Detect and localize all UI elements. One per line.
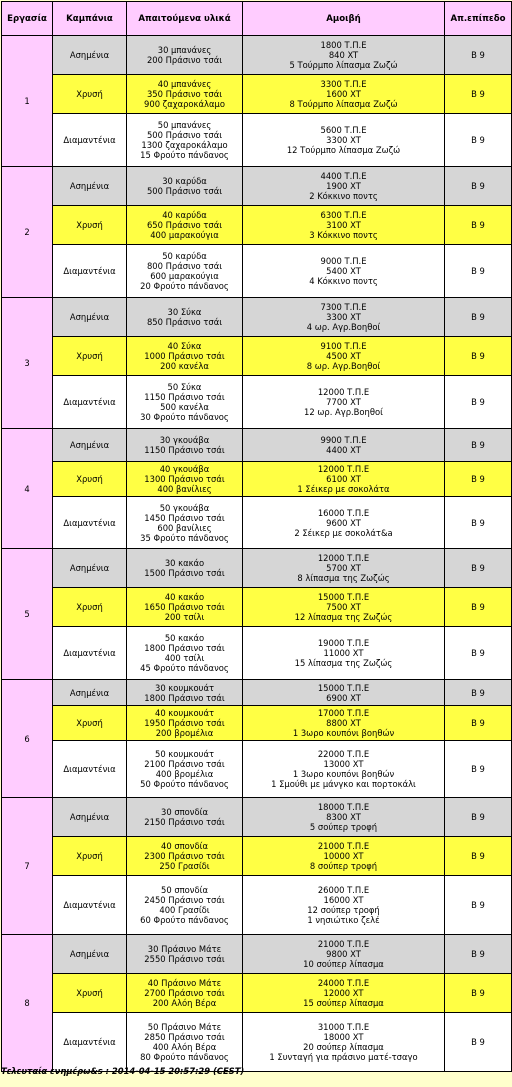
quest-row xyxy=(2,167,512,206)
material-line: 30 κουμκουάτ xyxy=(154,682,215,693)
reward-line: 9600 XT xyxy=(326,517,361,528)
campaign-tier: Ασημένια xyxy=(53,167,127,206)
reward-cell xyxy=(243,167,445,206)
required-level: B 9 xyxy=(445,429,512,462)
material-line: 30 γκουάβα xyxy=(159,435,210,445)
material-line: 2550 Πράσινο τσάι xyxy=(144,954,225,964)
material-line: 40 κουμκουάτ xyxy=(154,708,215,718)
quest-number: 3 xyxy=(2,298,53,429)
required-level: B 9 xyxy=(445,1013,512,1072)
material-line: 50 κακάο xyxy=(164,633,205,643)
material-line: 500 Πράσινο τσάι xyxy=(146,130,223,140)
material-line: 200 βρομέλια xyxy=(155,728,214,738)
materials-cell xyxy=(127,1013,243,1072)
reward-line: 4400 Τ.Π.Ε xyxy=(320,171,367,181)
reward-line: 12000 Τ.Π.Ε xyxy=(317,553,370,563)
material-line: 2850 Πράσινο τσάι xyxy=(144,1032,225,1042)
materials-cell xyxy=(127,245,243,298)
material-line: 15 Φρούτο πάνδανος xyxy=(140,150,229,160)
campaign-tier: Ασημένια xyxy=(53,429,127,462)
campaign-tier: Ασημένια xyxy=(53,36,127,75)
reward-line: 6900 XT xyxy=(326,692,361,703)
material-line: 50 μπανάνες xyxy=(157,120,212,130)
material-line: 30 σπονδία xyxy=(161,807,208,817)
material-line: 50 Πράσινο Μάτε xyxy=(147,1022,222,1032)
reward-line: 16000 Τ.Π.Ε xyxy=(317,507,370,518)
required-level: B 9 xyxy=(445,245,512,298)
quest-row xyxy=(2,798,512,837)
material-line: 40 μπανάνες xyxy=(157,79,212,89)
reward-line: 8 Τούρμπο λίπασμα Ζωζώ xyxy=(289,99,398,109)
reward-cell xyxy=(243,974,445,1013)
reward-line: 18000 XT xyxy=(323,1032,364,1042)
reward-cell xyxy=(243,75,445,114)
reward-line: 8 ωρ. Αγρ.Βοηθοί xyxy=(306,361,381,371)
reward-cell xyxy=(243,245,445,298)
material-line: 400 Αλόη Βέρα xyxy=(152,1042,217,1052)
reward-line: 1 3ωρο κουπόνι βοηθών xyxy=(292,769,395,779)
materials-cell xyxy=(127,798,243,837)
reward-line: 1 νησιώτικο ζελέ xyxy=(307,915,380,925)
materials-cell xyxy=(127,36,243,75)
reward-line: 4 Κόκκινο ποντς xyxy=(309,276,378,286)
quest-row xyxy=(2,935,512,974)
material-line: 2700 Πράσινο τσάι xyxy=(144,988,225,998)
reward-line: 22000 Τ.Π.Ε xyxy=(317,749,370,759)
campaign-tier: Χρυσή xyxy=(53,588,127,627)
materials-cell xyxy=(127,206,243,245)
reward-cell xyxy=(243,337,445,376)
reward-line: 21000 Τ.Π.Ε xyxy=(317,939,370,949)
material-line: 1150 Πράσινο τσάι xyxy=(144,445,225,455)
material-line: 30 μπανάνες xyxy=(157,45,212,55)
material-line: 900 ζαχαροκάλαμο xyxy=(144,99,225,109)
materials-cell xyxy=(127,298,243,337)
reward-line: 3300 Τ.Π.Ε xyxy=(320,79,367,89)
reward-line: 8 σούπερ τροφή xyxy=(309,861,378,871)
material-line: 200 τσίλι xyxy=(164,612,205,622)
reward-line: 1 Σμούθι με μάνγκο και πορτοκάλι xyxy=(271,779,416,789)
materials-cell xyxy=(127,75,243,114)
reward-line: 15000 Τ.Π.Ε xyxy=(317,592,370,602)
material-line: 45 Φρούτο πάνδανος xyxy=(140,663,229,673)
reward-cell xyxy=(243,876,445,935)
reward-line: 12 Τούρμπο λίπασμα Ζωζώ xyxy=(286,145,401,155)
material-line: 800 Πράσινο τσάι xyxy=(146,261,223,271)
quest-row xyxy=(2,706,512,741)
quest-row xyxy=(2,337,512,376)
material-line: 40 γκουάβα xyxy=(159,464,210,474)
campaign-tier: Διαμαντένια xyxy=(53,376,127,429)
quest-number: 2 xyxy=(2,167,53,298)
material-line: 60 Φρούτο πάνδανος xyxy=(140,915,229,925)
reward-cell xyxy=(243,680,445,706)
reward-line: 3100 XT xyxy=(326,220,361,230)
campaign-tier: Διαμαντένια xyxy=(53,114,127,167)
material-line: 650 Πράσινο τσάι xyxy=(146,220,223,230)
reward-cell xyxy=(243,588,445,627)
required-level: B 9 xyxy=(445,298,512,337)
reward-line: 3300 XT xyxy=(326,135,361,145)
required-level: B 9 xyxy=(445,206,512,245)
reward-cell xyxy=(243,741,445,798)
material-line: 30 καρύδα xyxy=(162,176,207,186)
reward-line: 21000 Τ.Π.Ε xyxy=(317,841,370,851)
reward-cell xyxy=(243,206,445,245)
materials-cell xyxy=(127,462,243,497)
required-level: B 9 xyxy=(445,935,512,974)
campaign-tier: Ασημένια xyxy=(53,798,127,837)
material-line: 50 Σύκα xyxy=(167,382,202,392)
material-line: 1800 Πράσινο τσάι xyxy=(144,643,225,653)
reward-line: 10 σούπερ λίπασμα xyxy=(303,959,384,969)
material-line: 1800 Πράσινο τσάι xyxy=(144,692,225,703)
material-line: 50 καρύδα xyxy=(162,251,207,261)
material-line: 30 Πράσινο Μάτε xyxy=(147,944,222,954)
materials-cell xyxy=(127,837,243,876)
material-line: 500 κανέλα xyxy=(160,402,209,412)
quest-row xyxy=(2,75,512,114)
required-level: B 9 xyxy=(445,680,512,706)
quest-number: 6 xyxy=(2,680,53,798)
reward-line: 9000 Τ.Π.Ε xyxy=(320,256,367,266)
reward-line: 26000 Τ.Π.Ε xyxy=(317,885,370,895)
required-level: B 9 xyxy=(445,837,512,876)
materials-cell xyxy=(127,706,243,741)
campaign-tier: Ασημένια xyxy=(53,680,127,706)
last-updated: Τελευταία ενημέρω&s : 2014-04-15 20:57:29 (CEST) xyxy=(1,1066,245,1076)
required-level: B 9 xyxy=(445,588,512,627)
material-line: 1500 Πράσινο τσάι xyxy=(144,568,225,578)
material-line: 80 Φρούτο πάνδανος xyxy=(140,1052,229,1062)
quest-row xyxy=(2,462,512,497)
reward-line: 15 σούπερ λίπασμα xyxy=(303,998,384,1008)
material-line: 30 Σύκα xyxy=(167,307,202,317)
quest-row xyxy=(2,680,512,706)
reward-line: 12000 Τ.Π.Ε xyxy=(317,387,370,397)
header-level: Απ.επίπεδο xyxy=(445,2,512,36)
reward-cell xyxy=(243,376,445,429)
reward-line: 6300 Τ.Π.Ε xyxy=(320,210,367,220)
reward-line: 19000 Τ.Π.Ε xyxy=(317,638,370,648)
material-line: 2100 Πράσινο τσάι xyxy=(144,759,225,769)
reward-line: 9800 XT xyxy=(326,949,361,959)
materials-cell xyxy=(127,876,243,935)
materials-cell xyxy=(127,167,243,206)
material-line: 35 Φρούτο πάνδανος xyxy=(140,532,229,543)
campaign-tier: Χρυσή xyxy=(53,206,127,245)
reward-cell xyxy=(243,429,445,462)
required-level: B 9 xyxy=(445,741,512,798)
material-line: 1300 ζαχαροκάλαμο xyxy=(141,140,228,150)
reward-line: 7700 XT xyxy=(326,397,361,407)
quest-row xyxy=(2,497,512,549)
reward-cell xyxy=(243,837,445,876)
materials-cell xyxy=(127,974,243,1013)
material-line: 600 βανίλιες xyxy=(157,522,212,533)
material-line: 20 Φρούτο πάνδανος xyxy=(140,281,229,291)
reward-line: 2 Κόκκινο ποντς xyxy=(309,191,378,201)
quest-number: 7 xyxy=(2,798,53,935)
reward-line: 24000 Τ.Π.Ε xyxy=(317,978,370,988)
material-line: 2450 Πράσινο τσάι xyxy=(144,895,225,905)
materials-cell xyxy=(127,337,243,376)
campaign-tier: Ασημένια xyxy=(53,549,127,588)
required-level: B 9 xyxy=(445,549,512,588)
material-line: 40 Πράσινο Μάτε xyxy=(147,978,222,988)
quest-row xyxy=(2,837,512,876)
materials-cell xyxy=(127,376,243,429)
material-line: 200 Αλόη Βέρα xyxy=(152,998,217,1008)
required-level: B 9 xyxy=(445,75,512,114)
material-line: 50 κουμκουάτ xyxy=(154,749,215,759)
reward-line: 7300 Τ.Π.Ε xyxy=(320,302,367,312)
header-campaign: Καμπάνια xyxy=(53,2,127,36)
campaign-tier: Χρυσή xyxy=(53,706,127,741)
material-line: 2150 Πράσινο τσάι xyxy=(144,817,225,827)
reward-line: 5 σούπερ τροφή xyxy=(309,822,378,832)
required-level: B 9 xyxy=(445,36,512,75)
reward-line: 1 Συνταγή για πράσινο ματέ-τσαγο xyxy=(269,1052,418,1062)
campaign-tier: Διαμαντένια xyxy=(53,1013,127,1072)
reward-cell xyxy=(243,627,445,680)
reward-cell xyxy=(243,497,445,549)
reward-line: 9900 Τ.Π.Ε xyxy=(320,435,367,445)
campaign-tier: Ασημένια xyxy=(53,298,127,337)
quest-row xyxy=(2,245,512,298)
reward-cell xyxy=(243,298,445,337)
material-line: 400 βανίλιες xyxy=(157,484,212,494)
required-level: B 9 xyxy=(445,706,512,741)
reward-line: 840 XT xyxy=(328,50,359,60)
campaign-tier: Χρυσή xyxy=(53,837,127,876)
material-line: 40 σπονδία xyxy=(161,841,208,851)
quest-number: 4 xyxy=(2,429,53,549)
reward-line: 31000 Τ.Π.Ε xyxy=(317,1022,370,1032)
header-row xyxy=(2,2,512,36)
reward-line: 7500 XT xyxy=(326,602,361,612)
materials-cell xyxy=(127,588,243,627)
reward-line: 12000 Τ.Π.Ε xyxy=(317,464,370,474)
material-line: 30 Φρούτο πάνδανος xyxy=(140,412,229,422)
quest-number: 8 xyxy=(2,935,53,1072)
campaign-tier: Διαμαντένια xyxy=(53,627,127,680)
reward-cell xyxy=(243,462,445,497)
materials-cell xyxy=(127,935,243,974)
reward-line: 8800 XT xyxy=(326,718,361,728)
reward-line: 1600 XT xyxy=(326,89,361,99)
material-line: 400 Γρασίδι xyxy=(159,905,210,915)
campaign-tier: Ασημένια xyxy=(53,935,127,974)
material-line: 500 Πράσινο τσάι xyxy=(146,186,223,196)
materials-cell xyxy=(127,627,243,680)
header-materials: Απαιτούμενα υλικά xyxy=(127,2,243,36)
reward-line: 5600 Τ.Π.Ε xyxy=(320,125,367,135)
reward-line: 4 ωρ. Αγρ.Βοηθοί xyxy=(306,322,381,332)
quest-row xyxy=(2,876,512,935)
material-line: 2300 Πράσινο τσάι xyxy=(144,851,225,861)
reward-line: 20 σούπερ λίπασμα xyxy=(303,1042,384,1052)
header-quest: Εργασία xyxy=(2,2,53,36)
materials-cell xyxy=(127,429,243,462)
reward-line: 1 Σέικερ με σοκολάτα xyxy=(297,484,390,494)
material-line: 600 μαρακούγια xyxy=(150,271,219,281)
required-level: B 9 xyxy=(445,497,512,549)
material-line: 40 κακάο xyxy=(164,592,205,602)
quest-row xyxy=(2,114,512,167)
material-line: 40 Σύκα xyxy=(167,341,202,351)
materials-cell xyxy=(127,549,243,588)
quest-number: 1 xyxy=(2,36,53,167)
quest-row xyxy=(2,588,512,627)
material-line: 1300 Πράσινο τσάι xyxy=(144,474,225,484)
material-line: 850 Πράσινο τσάι xyxy=(146,317,223,327)
reward-cell xyxy=(243,114,445,167)
reward-line: 17000 Τ.Π.Ε xyxy=(317,708,370,718)
campaign-tier: Διαμαντένια xyxy=(53,741,127,798)
reward-cell xyxy=(243,36,445,75)
campaign-tier: Διαμαντένια xyxy=(53,245,127,298)
reward-line: 16000 XT xyxy=(323,895,364,905)
campaign-tier: Διαμαντένια xyxy=(53,497,127,549)
reward-line: 15000 Τ.Π.Ε xyxy=(317,682,370,693)
material-line: 400 μαρακούγια xyxy=(150,230,219,240)
reward-line: 3 Κόκκινο ποντς xyxy=(309,230,378,240)
reward-line: 12 σούπερ τροφή xyxy=(307,905,380,915)
quest-row xyxy=(2,298,512,337)
quest-row xyxy=(2,206,512,245)
reward-line: 1 3ωρο κουπόνι βοηθών xyxy=(292,728,395,738)
quest-row xyxy=(2,376,512,429)
reward-line: 15 λίπασμα της Ζωζώς xyxy=(294,658,393,668)
reward-line: 1900 XT xyxy=(326,181,361,191)
quest-row xyxy=(2,974,512,1013)
materials-cell xyxy=(127,497,243,549)
material-line: 400 βρομέλια xyxy=(155,769,214,779)
reward-line: 10000 XT xyxy=(323,851,364,861)
reward-cell xyxy=(243,1013,445,1072)
material-line: 1450 Πράσινο τσάι xyxy=(144,512,225,523)
reward-line: 5400 XT xyxy=(326,266,361,276)
required-level: B 9 xyxy=(445,376,512,429)
campaign-tier: Χρυσή xyxy=(53,462,127,497)
reward-cell xyxy=(243,935,445,974)
reward-line: 8300 XT xyxy=(326,812,361,822)
reward-line: 2 Σέικερ με σοκολάτ&a xyxy=(294,527,393,538)
reward-line: 6100 XT xyxy=(326,474,361,484)
required-level: B 9 xyxy=(445,114,512,167)
reward-line: 9100 Τ.Π.Ε xyxy=(320,341,367,351)
quest-row xyxy=(2,36,512,75)
reward-line: 8 λίπασμα της Ζωζώς xyxy=(297,573,390,583)
material-line: 200 κανέλα xyxy=(160,361,209,371)
reward-line: 18000 Τ.Π.Ε xyxy=(317,802,370,812)
quest-row xyxy=(2,741,512,798)
campaign-tier: Διαμαντένια xyxy=(53,876,127,935)
reward-line: 12 λίπασμα της Ζωζώς xyxy=(294,612,393,622)
reward-line: 3300 XT xyxy=(326,312,361,322)
quest-row xyxy=(2,549,512,588)
reward-line: 5700 XT xyxy=(326,563,361,573)
reward-line: 13000 XT xyxy=(323,759,364,769)
materials-cell xyxy=(127,680,243,706)
required-level: B 9 xyxy=(445,974,512,1013)
material-line: 400 τσίλι xyxy=(164,653,205,663)
quest-table-body xyxy=(2,36,512,1072)
campaign-tier: Χρυσή xyxy=(53,75,127,114)
required-level: B 9 xyxy=(445,167,512,206)
quest-number: 5 xyxy=(2,549,53,680)
reward-line: 12 ωρ. Αγρ.Βοηθοί xyxy=(304,407,383,417)
material-line: 1650 Πράσινο τσάι xyxy=(144,602,225,612)
reward-line: 4400 XT xyxy=(326,445,361,455)
quest-row xyxy=(2,429,512,462)
reward-line: 12000 XT xyxy=(323,988,364,998)
required-level: B 9 xyxy=(445,462,512,497)
reward-line: 4500 XT xyxy=(326,351,361,361)
material-line: 1150 Πράσινο τσάι xyxy=(144,392,225,402)
material-line: 350 Πράσινο τσάι xyxy=(146,89,223,99)
material-line: 1000 Πράσινο τσάι xyxy=(144,351,225,361)
campaign-tier: Χρυσή xyxy=(53,337,127,376)
reward-line: 1800 Τ.Π.Ε xyxy=(320,40,367,50)
material-line: 200 Πράσινο τσάι xyxy=(146,55,223,65)
quest-row xyxy=(2,1013,512,1072)
required-level: B 9 xyxy=(445,798,512,837)
material-line: 50 σπονδία xyxy=(161,885,208,895)
materials-cell xyxy=(127,741,243,798)
material-line: 1950 Πράσινο τσάι xyxy=(144,718,225,728)
reward-cell xyxy=(243,798,445,837)
material-line: 50 Φρούτο πάνδανος xyxy=(140,779,229,789)
materials-cell xyxy=(127,114,243,167)
reward-line: 5 Τούρμπο λίπασμα Ζωζώ xyxy=(289,60,398,70)
quest-table xyxy=(1,1,512,1072)
header-reward: Αμοιβή xyxy=(243,2,445,36)
required-level: B 9 xyxy=(445,337,512,376)
quest-row xyxy=(2,627,512,680)
material-line: 50 γκουάβα xyxy=(159,502,210,513)
reward-line: 11000 XT xyxy=(323,648,364,658)
material-line: 40 καρύδα xyxy=(162,210,207,220)
required-level: B 9 xyxy=(445,627,512,680)
campaign-tier: Χρυσή xyxy=(53,974,127,1013)
reward-cell xyxy=(243,549,445,588)
material-line: 250 Γρασίδι xyxy=(159,861,210,871)
required-level: B 9 xyxy=(445,876,512,935)
reward-cell xyxy=(243,706,445,741)
material-line: 30 κακάο xyxy=(164,558,205,568)
